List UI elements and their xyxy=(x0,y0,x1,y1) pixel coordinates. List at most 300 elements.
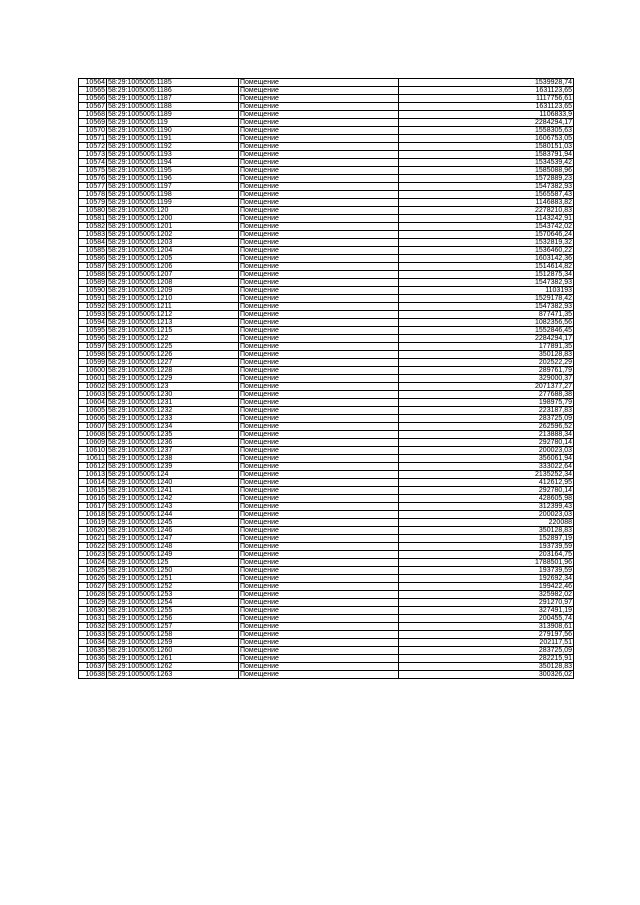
object-type-cell: Помещение xyxy=(239,535,399,543)
cadastral-value-cell: 2284294,17 xyxy=(399,335,574,343)
table-row xyxy=(79,415,574,423)
table-row xyxy=(79,607,574,615)
cadastral-number-cell: 58:29:1005005:1206 xyxy=(107,263,239,271)
cadastral-value-cell: 1536460,22 xyxy=(399,247,574,255)
row-number-cell: 10616 xyxy=(79,495,107,503)
object-type-cell: Помещение xyxy=(239,511,399,519)
cadastral-value-cell: 283725,09 xyxy=(399,647,574,655)
cadastral-value-cell: 2135252,34 xyxy=(399,471,574,479)
cadastral-number-cell: 58:29:1005005:1188 xyxy=(107,103,239,111)
cadastral-number-cell: 58:29:1005005:1203 xyxy=(107,239,239,247)
cadastral-value-cell: 1583791,94 xyxy=(399,151,574,159)
cadastral-number-cell: 58:29:1005005:1208 xyxy=(107,279,239,287)
cadastral-number-cell: 58:29:1005005:1249 xyxy=(107,551,239,559)
row-number-cell: 10582 xyxy=(79,223,107,231)
row-number-cell: 10588 xyxy=(79,271,107,279)
row-number-cell: 10585 xyxy=(79,247,107,255)
row-number-cell: 10569 xyxy=(79,119,107,127)
table-row xyxy=(79,287,574,295)
object-type-cell: Помещение xyxy=(239,543,399,551)
object-type-cell: Помещение xyxy=(239,295,399,303)
cadastral-value-cell: 1539928,74 xyxy=(399,79,574,87)
row-number-cell: 10597 xyxy=(79,343,107,351)
row-number-cell: 10566 xyxy=(79,95,107,103)
table-row xyxy=(79,591,574,599)
cadastral-value-cell: 350128,83 xyxy=(399,527,574,535)
row-number-cell: 10576 xyxy=(79,175,107,183)
table-row xyxy=(79,207,574,215)
cadastral-value-cell: 313908,61 xyxy=(399,623,574,631)
cadastral-value-cell: 1106833,9 xyxy=(399,111,574,119)
cadastral-value-cell: 292780,14 xyxy=(399,439,574,447)
cadastral-value-cell: 1572889,23 xyxy=(399,175,574,183)
cadastral-value-cell: 412612,95 xyxy=(399,479,574,487)
table-row xyxy=(79,383,574,391)
cadastral-value-cell: 177891,35 xyxy=(399,343,574,351)
table-row xyxy=(79,519,574,527)
object-type-cell: Помещение xyxy=(239,575,399,583)
table-row xyxy=(79,399,574,407)
row-number-cell: 10628 xyxy=(79,591,107,599)
row-number-cell: 10613 xyxy=(79,471,107,479)
cadastral-number-cell: 58:29:1005005:1190 xyxy=(107,127,239,135)
object-type-cell: Помещение xyxy=(239,583,399,591)
cadastral-number-cell: 58:29:1005005:1260 xyxy=(107,647,239,655)
object-type-cell: Помещение xyxy=(239,383,399,391)
table-row xyxy=(79,151,574,159)
object-type-cell: Помещение xyxy=(239,143,399,151)
cadastral-value-cell: 200455,74 xyxy=(399,615,574,623)
object-type-cell: Помещение xyxy=(239,223,399,231)
row-number-cell: 10600 xyxy=(79,367,107,375)
cadastral-number-cell: 58:29:1005005:1238 xyxy=(107,455,239,463)
object-type-cell: Помещение xyxy=(239,631,399,639)
cadastral-number-cell: 58:29:1005005:1245 xyxy=(107,519,239,527)
object-type-cell: Помещение xyxy=(239,527,399,535)
cadastral-value-cell: 283725,09 xyxy=(399,415,574,423)
table-row xyxy=(79,567,574,575)
cadastral-value-cell: 277688,38 xyxy=(399,391,574,399)
table-row xyxy=(79,271,574,279)
object-type-cell: Помещение xyxy=(239,167,399,175)
row-number-cell: 10629 xyxy=(79,599,107,607)
row-number-cell: 10583 xyxy=(79,231,107,239)
object-type-cell: Помещение xyxy=(239,351,399,359)
cadastral-number-cell: 58:29:1005005:1234 xyxy=(107,423,239,431)
row-number-cell: 10586 xyxy=(79,255,107,263)
row-number-cell: 10572 xyxy=(79,143,107,151)
cadastral-value-cell: 1631123,65 xyxy=(399,87,574,95)
cadastral-number-cell: 58:29:1005005:1215 xyxy=(107,327,239,335)
row-number-cell: 10615 xyxy=(79,487,107,495)
row-number-cell: 10581 xyxy=(79,215,107,223)
cadastral-value-cell: 1552846,45 xyxy=(399,327,574,335)
row-number-cell: 10607 xyxy=(79,423,107,431)
table-row xyxy=(79,527,574,535)
cadastral-number-cell: 58:29:1005005:1204 xyxy=(107,247,239,255)
row-number-cell: 10580 xyxy=(79,207,107,215)
cadastral-value-cell: 1529178,42 xyxy=(399,295,574,303)
object-type-cell: Помещение xyxy=(239,119,399,127)
object-type-cell: Помещение xyxy=(239,671,399,679)
row-number-cell: 10578 xyxy=(79,191,107,199)
object-type-cell: Помещение xyxy=(239,415,399,423)
cadastral-value-table xyxy=(78,78,574,679)
cadastral-value-cell: 2071377,27 xyxy=(399,383,574,391)
cadastral-number-cell: 58:29:1005005:1258 xyxy=(107,631,239,639)
object-type-cell: Помещение xyxy=(239,471,399,479)
cadastral-number-cell: 58:29:1005005:1228 xyxy=(107,367,239,375)
object-type-cell: Помещение xyxy=(239,447,399,455)
cadastral-value-cell: 282215,91 xyxy=(399,655,574,663)
row-number-cell: 10590 xyxy=(79,287,107,295)
row-number-cell: 10609 xyxy=(79,439,107,447)
cadastral-number-cell: 58:29:1005005:1256 xyxy=(107,615,239,623)
object-type-cell: Помещение xyxy=(239,263,399,271)
cadastral-value-cell: 198975,79 xyxy=(399,399,574,407)
table-row xyxy=(79,351,574,359)
cadastral-number-cell: 58:29:1005005:1199 xyxy=(107,199,239,207)
cadastral-number-cell: 58:29:1005005:1241 xyxy=(107,487,239,495)
table-row xyxy=(79,111,574,119)
cadastral-value-cell: 193739,59 xyxy=(399,567,574,575)
row-number-cell: 10584 xyxy=(79,239,107,247)
object-type-cell: Помещение xyxy=(239,455,399,463)
object-type-cell: Помещение xyxy=(239,399,399,407)
cadastral-number-cell: 58:29:1005005:1198 xyxy=(107,191,239,199)
object-type-cell: Помещение xyxy=(239,359,399,367)
cadastral-number-cell: 58:29:1005005:1240 xyxy=(107,479,239,487)
cadastral-value-cell: 1512875,34 xyxy=(399,271,574,279)
cadastral-number-cell: 58:29:1005005:1195 xyxy=(107,167,239,175)
object-type-cell: Помещение xyxy=(239,231,399,239)
table-row xyxy=(79,599,574,607)
table-row xyxy=(79,255,574,263)
cadastral-value-cell: 202522,29 xyxy=(399,359,574,367)
table-row xyxy=(79,215,574,223)
table-row xyxy=(79,79,574,87)
table-row xyxy=(79,95,574,103)
cadastral-number-cell: 58:29:1005005:1248 xyxy=(107,543,239,551)
row-number-cell: 10622 xyxy=(79,543,107,551)
row-number-cell: 10601 xyxy=(79,375,107,383)
row-number-cell: 10594 xyxy=(79,319,107,327)
row-number-cell: 10599 xyxy=(79,359,107,367)
row-number-cell: 10637 xyxy=(79,663,107,671)
row-number-cell: 10589 xyxy=(79,279,107,287)
row-number-cell: 10635 xyxy=(79,647,107,655)
row-number-cell: 10611 xyxy=(79,455,107,463)
cadastral-value-cell: 1565587,43 xyxy=(399,191,574,199)
table-row xyxy=(79,503,574,511)
table-row xyxy=(79,631,574,639)
cadastral-value-cell: 1514614,82 xyxy=(399,263,574,271)
object-type-cell: Помещение xyxy=(239,103,399,111)
row-number-cell: 10598 xyxy=(79,351,107,359)
table-row xyxy=(79,167,574,175)
row-number-cell: 10610 xyxy=(79,447,107,455)
row-number-cell: 10630 xyxy=(79,607,107,615)
object-type-cell: Помещение xyxy=(239,327,399,335)
row-number-cell: 10634 xyxy=(79,639,107,647)
cadastral-value-cell: 2278210,83 xyxy=(399,207,574,215)
table-row xyxy=(79,263,574,271)
cadastral-number-cell: 58:29:1005005:1227 xyxy=(107,359,239,367)
cadastral-value-cell: 200023,03 xyxy=(399,511,574,519)
object-type-cell: Помещение xyxy=(239,607,399,615)
table-row xyxy=(79,311,574,319)
object-type-cell: Помещение xyxy=(239,151,399,159)
cadastral-number-cell: 58:29:1005005:1237 xyxy=(107,447,239,455)
object-type-cell: Помещение xyxy=(239,599,399,607)
row-number-cell: 10627 xyxy=(79,583,107,591)
cadastral-number-cell: 58:29:1005005:1212 xyxy=(107,311,239,319)
row-number-cell: 10612 xyxy=(79,463,107,471)
table-row xyxy=(79,671,574,679)
table-row xyxy=(79,487,574,495)
table-row xyxy=(79,535,574,543)
table-row xyxy=(79,279,574,287)
table-row xyxy=(79,423,574,431)
object-type-cell: Помещение xyxy=(239,367,399,375)
cadastral-value-cell: 1534539,42 xyxy=(399,159,574,167)
cadastral-value-cell: 312399,43 xyxy=(399,503,574,511)
cadastral-value-cell: 1543742,02 xyxy=(399,223,574,231)
cadastral-number-cell: 58:29:1005005:1246 xyxy=(107,527,239,535)
object-type-cell: Помещение xyxy=(239,655,399,663)
table-row xyxy=(79,575,574,583)
row-number-cell: 10618 xyxy=(79,511,107,519)
cadastral-value-cell: 1547382,93 xyxy=(399,303,574,311)
cadastral-value-cell: 199422,46 xyxy=(399,583,574,591)
table-row xyxy=(79,439,574,447)
object-type-cell: Помещение xyxy=(239,95,399,103)
object-type-cell: Помещение xyxy=(239,439,399,447)
row-number-cell: 10568 xyxy=(79,111,107,119)
row-number-cell: 10579 xyxy=(79,199,107,207)
cadastral-number-cell: 58:29:1005005:1200 xyxy=(107,215,239,223)
cadastral-number-cell: 58:29:1005005:1192 xyxy=(107,143,239,151)
table-row xyxy=(79,463,574,471)
object-type-cell: Помещение xyxy=(239,551,399,559)
table-row xyxy=(79,119,574,127)
table-row xyxy=(79,623,574,631)
table-row xyxy=(79,431,574,439)
object-type-cell: Помещение xyxy=(239,479,399,487)
table-row xyxy=(79,127,574,135)
table-row xyxy=(79,303,574,311)
row-number-cell: 10591 xyxy=(79,295,107,303)
object-type-cell: Помещение xyxy=(239,87,399,95)
object-type-cell: Помещение xyxy=(239,159,399,167)
cadastral-value-cell: 1606753,05 xyxy=(399,135,574,143)
object-type-cell: Помещение xyxy=(239,287,399,295)
cadastral-value-cell: 329000,37 xyxy=(399,375,574,383)
object-type-cell: Помещение xyxy=(239,191,399,199)
cadastral-value-cell: 1547382,93 xyxy=(399,183,574,191)
table-row xyxy=(79,655,574,663)
table-row xyxy=(79,375,574,383)
object-type-cell: Помещение xyxy=(239,463,399,471)
cadastral-number-cell: 58:29:1005005:1197 xyxy=(107,183,239,191)
cadastral-value-cell: 877471,35 xyxy=(399,311,574,319)
row-number-cell: 10595 xyxy=(79,327,107,335)
row-number-cell: 10577 xyxy=(79,183,107,191)
cadastral-value-cell: 327491,19 xyxy=(399,607,574,615)
cadastral-number-cell: 58:29:1005005:1187 xyxy=(107,95,239,103)
table-row xyxy=(79,543,574,551)
row-number-cell: 10565 xyxy=(79,87,107,95)
cadastral-value-cell: 428605,98 xyxy=(399,495,574,503)
row-number-cell: 10620 xyxy=(79,527,107,535)
object-type-cell: Помещение xyxy=(239,279,399,287)
cadastral-number-cell: 58:29:1005005:1243 xyxy=(107,503,239,511)
row-number-cell: 10592 xyxy=(79,303,107,311)
row-number-cell: 10608 xyxy=(79,431,107,439)
row-number-cell: 10638 xyxy=(79,671,107,679)
row-number-cell: 10631 xyxy=(79,615,107,623)
object-type-cell: Помещение xyxy=(239,255,399,263)
row-number-cell: 10633 xyxy=(79,631,107,639)
table-row xyxy=(79,663,574,671)
cadastral-value-cell: 1580151,03 xyxy=(399,143,574,151)
cadastral-value-cell: 223187,83 xyxy=(399,407,574,415)
cadastral-number-cell: 58:29:1005005:1253 xyxy=(107,591,239,599)
table-row xyxy=(79,175,574,183)
object-type-cell: Помещение xyxy=(239,199,399,207)
row-number-cell: 10625 xyxy=(79,567,107,575)
table-row xyxy=(79,87,574,95)
cadastral-number-cell: 58:29:1005005:1189 xyxy=(107,111,239,119)
object-type-cell: Помещение xyxy=(239,183,399,191)
row-number-cell: 10636 xyxy=(79,655,107,663)
cadastral-number-cell: 58:29:1005005:1259 xyxy=(107,639,239,647)
object-type-cell: Помещение xyxy=(239,615,399,623)
cadastral-value-cell: 193739,59 xyxy=(399,543,574,551)
object-type-cell: Помещение xyxy=(239,175,399,183)
cadastral-number-cell: 58:29:1005005:1231 xyxy=(107,399,239,407)
cadastral-value-cell: 200023,03 xyxy=(399,447,574,455)
row-number-cell: 10623 xyxy=(79,551,107,559)
cadastral-number-cell: 58:29:1005005:124 xyxy=(107,471,239,479)
object-type-cell: Помещение xyxy=(239,311,399,319)
cadastral-value-cell: 1117756,61 xyxy=(399,95,574,103)
object-type-cell: Помещение xyxy=(239,487,399,495)
row-number-cell: 10574 xyxy=(79,159,107,167)
cadastral-number-cell: 58:29:1005005:1261 xyxy=(107,655,239,663)
cadastral-number-cell: 58:29:1005005:1239 xyxy=(107,463,239,471)
table-row xyxy=(79,343,574,351)
object-type-cell: Помещение xyxy=(239,111,399,119)
table-row xyxy=(79,639,574,647)
cadastral-number-cell: 58:29:1005005:1205 xyxy=(107,255,239,263)
object-type-cell: Помещение xyxy=(239,519,399,527)
cadastral-number-cell: 58:29:1005005:1230 xyxy=(107,391,239,399)
object-type-cell: Помещение xyxy=(239,335,399,343)
table-row xyxy=(79,199,574,207)
cadastral-value-cell: 356061,94 xyxy=(399,455,574,463)
cadastral-number-cell: 58:29:1005005:1252 xyxy=(107,583,239,591)
cadastral-value-cell: 350128,83 xyxy=(399,663,574,671)
row-number-cell: 10596 xyxy=(79,335,107,343)
table-row xyxy=(79,615,574,623)
object-type-cell: Помещение xyxy=(239,391,399,399)
table-row xyxy=(79,295,574,303)
table-row xyxy=(79,327,574,335)
cadastral-number-cell: 58:29:1005005:1232 xyxy=(107,407,239,415)
cadastral-value-cell: 1788501,96 xyxy=(399,559,574,567)
table-row xyxy=(79,159,574,167)
object-type-cell: Помещение xyxy=(239,79,399,87)
table-row xyxy=(79,447,574,455)
cadastral-value-cell: 292780,14 xyxy=(399,487,574,495)
cadastral-number-cell: 58:29:1005005:1194 xyxy=(107,159,239,167)
cadastral-value-cell: 213888,34 xyxy=(399,431,574,439)
cadastral-number-cell: 58:29:1005005:1254 xyxy=(107,599,239,607)
cadastral-number-cell: 58:29:1005005:1229 xyxy=(107,375,239,383)
object-type-cell: Помещение xyxy=(239,639,399,647)
cadastral-number-cell: 58:29:1005005:1193 xyxy=(107,151,239,159)
cadastral-value-cell: 333022,64 xyxy=(399,463,574,471)
object-type-cell: Помещение xyxy=(239,407,399,415)
row-number-cell: 10593 xyxy=(79,311,107,319)
table-body xyxy=(79,79,574,679)
row-number-cell: 10602 xyxy=(79,383,107,391)
row-number-cell: 10575 xyxy=(79,167,107,175)
table-row xyxy=(79,479,574,487)
cadastral-number-cell: 58:29:1005005:1185 xyxy=(107,79,239,87)
object-type-cell: Помещение xyxy=(239,647,399,655)
cadastral-value-cell: 1532819,32 xyxy=(399,239,574,247)
table-row xyxy=(79,583,574,591)
cadastral-number-cell: 58:29:1005005:1244 xyxy=(107,511,239,519)
cadastral-number-cell: 58:29:1005005:1247 xyxy=(107,535,239,543)
object-type-cell: Помещение xyxy=(239,623,399,631)
table-row xyxy=(79,319,574,327)
table-row xyxy=(79,367,574,375)
object-type-cell: Помещение xyxy=(239,663,399,671)
table-row xyxy=(79,223,574,231)
cadastral-value-cell: 1570646,24 xyxy=(399,231,574,239)
cadastral-value-cell: 291270,97 xyxy=(399,599,574,607)
row-number-cell: 10604 xyxy=(79,399,107,407)
row-number-cell: 10632 xyxy=(79,623,107,631)
cadastral-value-cell: 325982,02 xyxy=(399,591,574,599)
cadastral-number-cell: 58:29:1005005:1210 xyxy=(107,295,239,303)
table-row xyxy=(79,239,574,247)
cadastral-number-cell: 58:29:1005005:1186 xyxy=(107,87,239,95)
object-type-cell: Помещение xyxy=(239,495,399,503)
cadastral-number-cell: 58:29:1005005:1235 xyxy=(107,431,239,439)
object-type-cell: Помещение xyxy=(239,215,399,223)
cadastral-number-cell: 58:29:1005005:1191 xyxy=(107,135,239,143)
row-number-cell: 10626 xyxy=(79,575,107,583)
cadastral-value-cell: 203164,75 xyxy=(399,551,574,559)
table-row xyxy=(79,551,574,559)
cadastral-number-cell: 58:29:1005005:1211 xyxy=(107,303,239,311)
table-row xyxy=(79,495,574,503)
cadastral-number-cell: 58:29:1005005:120 xyxy=(107,207,239,215)
row-number-cell: 10570 xyxy=(79,127,107,135)
object-type-cell: Помещение xyxy=(239,319,399,327)
row-number-cell: 10573 xyxy=(79,151,107,159)
table-row xyxy=(79,335,574,343)
cadastral-value-cell: 1558305,63 xyxy=(399,127,574,135)
cadastral-number-cell: 58:29:1005005:1251 xyxy=(107,575,239,583)
object-type-cell: Помещение xyxy=(239,239,399,247)
cadastral-value-cell: 220088 xyxy=(399,519,574,527)
object-type-cell: Помещение xyxy=(239,431,399,439)
